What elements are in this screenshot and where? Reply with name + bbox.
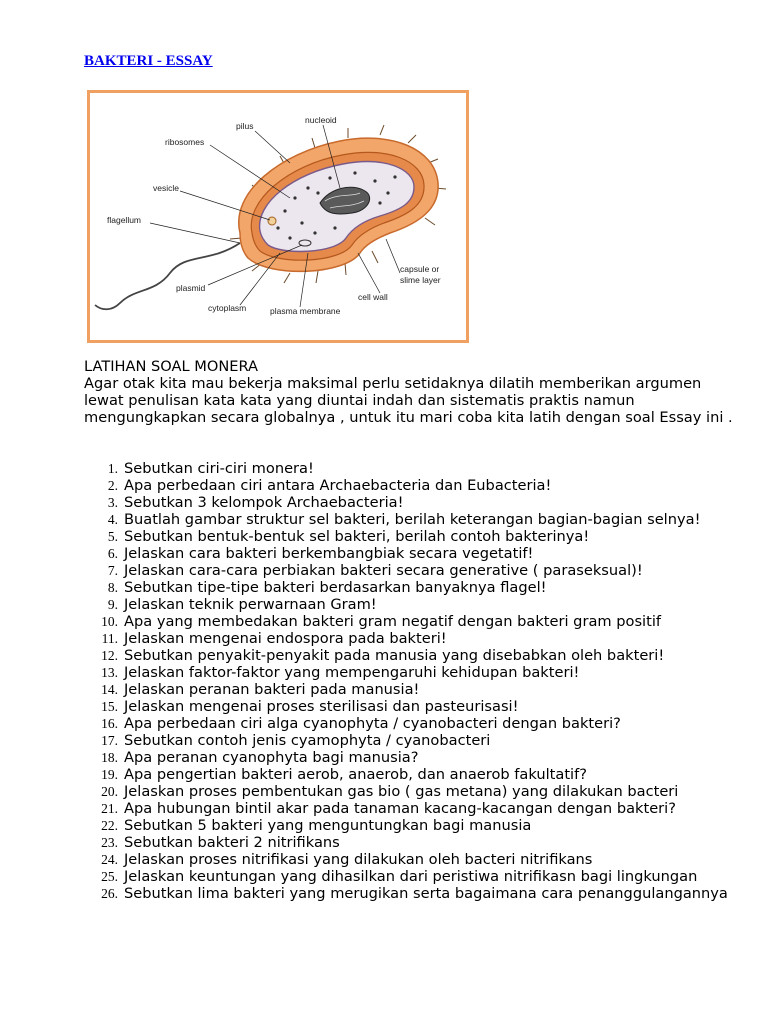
question-text: Jelaskan proses nitrifikasi yang dilakukan oleh bacteri nitrifikans bbox=[124, 851, 593, 868]
question-text: Apa perbedaan ciri alga cyanophyta / cyanobacteri dengan bakteri? bbox=[124, 715, 621, 732]
question-number: 7. bbox=[107, 563, 118, 578]
vesicle-shape bbox=[268, 217, 276, 225]
question-item bbox=[84, 579, 744, 596]
question-number: 2. bbox=[107, 478, 118, 493]
question-number: 11. bbox=[101, 631, 118, 646]
question-text: Jelaskan teknik perwarnaan Gram! bbox=[124, 596, 377, 613]
label-flagellum: flagellum bbox=[107, 215, 142, 225]
question-text: Jelaskan keuntungan yang dihasilkan dari peristiwa nitrifikasn bagi lingkungan bbox=[124, 868, 698, 885]
question-item bbox=[84, 477, 744, 494]
question-item bbox=[84, 528, 744, 545]
question-text: Jelaskan mengenai proses sterilisasi dan pasteurisasi! bbox=[124, 698, 519, 715]
question-item bbox=[84, 766, 744, 783]
label-plasmid: plasmid bbox=[176, 283, 206, 293]
label-plasma-membrane: plasma membrane bbox=[270, 306, 341, 316]
question-number: 15. bbox=[101, 699, 118, 714]
question-item bbox=[84, 732, 744, 749]
label-nucleoid: nucleoid bbox=[305, 115, 337, 125]
bacteria-cell-diagram bbox=[90, 93, 466, 340]
question-text: Sebutkan 5 bakteri yang menguntungkan bagi manusia bbox=[124, 817, 532, 834]
section-title: LATIHAN SOAL MONERA bbox=[84, 358, 259, 375]
question-item bbox=[84, 715, 744, 732]
question-number: 24. bbox=[101, 852, 118, 867]
question-text: Jelaskan cara bakteri berkembangbiak secara vegetatif! bbox=[124, 545, 534, 562]
question-item bbox=[84, 664, 744, 681]
question-text: Sebutkan contoh jenis cyamophyta / cyanobacteri bbox=[124, 732, 491, 749]
question-number: 4. bbox=[107, 512, 118, 527]
question-item bbox=[84, 851, 744, 868]
question-number: 9. bbox=[107, 597, 118, 612]
question-text: Sebutkan lima bakteri yang merugikan serta bagaimana cara penanggulangannya bbox=[124, 885, 728, 902]
question-text: Sebutkan 3 kelompok Archaebacteria! bbox=[124, 494, 404, 511]
question-item bbox=[84, 885, 744, 902]
question-number: 3. bbox=[107, 495, 118, 510]
question-number: 1. bbox=[107, 461, 118, 476]
question-text: Apa peranan cyanophyta bagi manusia? bbox=[124, 749, 419, 766]
question-text: Sebutkan penyakit-penyakit pada manusia yang disebabkan oleh bakteri! bbox=[124, 647, 665, 664]
question-item bbox=[84, 868, 744, 885]
question-text: Sebutkan ciri-ciri monera! bbox=[124, 460, 314, 477]
question-number: 23. bbox=[101, 835, 118, 850]
question-number: 20. bbox=[101, 784, 118, 799]
question-item bbox=[84, 460, 744, 477]
question-text: Sebutkan bakteri 2 nitrifikans bbox=[124, 834, 340, 851]
question-text: Apa perbedaan ciri antara Archaebacteria dan Eubacteria! bbox=[124, 477, 552, 494]
question-number: 14. bbox=[101, 682, 118, 697]
exercise-section bbox=[84, 358, 744, 426]
question-item bbox=[84, 749, 744, 766]
question-text: Apa pengertian bakteri aerob, anaerob, dan anaerob fakultatif? bbox=[124, 766, 587, 783]
question-number: 19. bbox=[101, 767, 118, 782]
question-number: 26. bbox=[101, 886, 118, 901]
question-text: Jelaskan mengenai endospora pada bakteri! bbox=[124, 630, 447, 647]
question-number: 18. bbox=[101, 750, 118, 765]
question-text: Sebutkan bentuk-bentuk sel bakteri, berilah contoh bakterinya! bbox=[124, 528, 590, 545]
question-number: 6. bbox=[107, 546, 118, 561]
question-item bbox=[84, 630, 744, 647]
bacteria-diagram-frame bbox=[87, 90, 469, 343]
question-item bbox=[84, 596, 744, 613]
flagellum-shape bbox=[95, 243, 240, 309]
label-vesicle: vesicle bbox=[153, 183, 179, 193]
question-text: Jelaskan peranan bakteri pada manusia! bbox=[124, 681, 420, 698]
label-capsule-line2: slime layer bbox=[400, 275, 441, 285]
question-item bbox=[84, 817, 744, 834]
question-item bbox=[84, 494, 744, 511]
label-capsule-line1: capsule or bbox=[400, 264, 440, 274]
question-item bbox=[84, 800, 744, 817]
question-item bbox=[84, 783, 744, 800]
question-list bbox=[84, 460, 744, 902]
label-ribosomes: ribosomes bbox=[165, 137, 205, 147]
question-number: 17. bbox=[101, 733, 118, 748]
question-number: 16. bbox=[101, 716, 118, 731]
label-pilus: pilus bbox=[236, 121, 254, 131]
question-text: Jelaskan cara-cara perbiakan bakteri secara generative ( paraseksual)! bbox=[124, 562, 643, 579]
question-text: Sebutkan tipe-tipe bakteri berdasarkan banyaknya flagel! bbox=[124, 579, 547, 596]
question-item bbox=[84, 698, 744, 715]
page-title-link[interactable]: BAKTERI - ESSAY bbox=[84, 53, 213, 69]
question-number: 8. bbox=[107, 580, 118, 595]
question-number: 5. bbox=[107, 529, 118, 544]
question-number: 12. bbox=[101, 648, 118, 663]
question-text: Jelaskan proses pembentukan gas bio ( gas metana) yang dilakukan bacteri bbox=[124, 783, 679, 800]
question-item bbox=[84, 647, 744, 664]
question-text: Buatlah gambar struktur sel bakteri, berilah keterangan bagian-bagian selnya! bbox=[124, 511, 701, 528]
question-item bbox=[84, 562, 744, 579]
question-number: 25. bbox=[101, 869, 118, 884]
intro-paragraph: Agar otak kita mau bekerja maksimal perlu setidaknya dilatih memberikan argumen lewat penulisan kata kata yang diuntai indah dan sistematis praktis namun mengungkapkan secara globalnya , untuk itu mari coba kita latih dengan soal Essay ini . bbox=[84, 375, 733, 426]
question-number: 22. bbox=[101, 818, 118, 833]
question-number: 21. bbox=[101, 801, 118, 816]
question-text: Jelaskan faktor-faktor yang mempengaruhi kehidupan bakteri! bbox=[124, 664, 580, 681]
question-number: 13. bbox=[101, 665, 118, 680]
question-item bbox=[84, 511, 744, 528]
question-number: 10. bbox=[101, 614, 118, 629]
label-cytoplasm: cytoplasm bbox=[208, 303, 247, 313]
question-text: Apa yang membedakan bakteri gram negatif dengan bakteri gram positif bbox=[124, 613, 662, 630]
question-item bbox=[84, 545, 744, 562]
question-text: Apa hubungan bintil akar pada tanaman kacang-kacangan dengan bakteri? bbox=[124, 800, 676, 817]
question-item bbox=[84, 834, 744, 851]
label-cell-wall: cell wall bbox=[358, 292, 388, 302]
question-item bbox=[84, 681, 744, 698]
question-item bbox=[84, 613, 744, 630]
